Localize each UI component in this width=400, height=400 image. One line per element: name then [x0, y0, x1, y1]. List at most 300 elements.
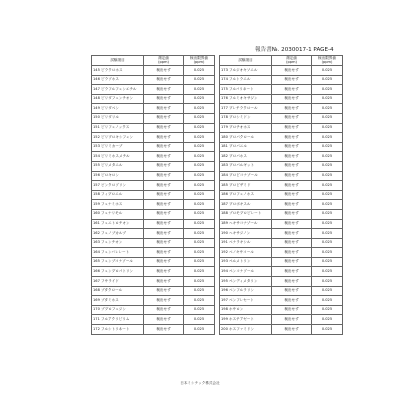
- item-number: 186: [221, 192, 228, 197]
- item-name-cell: [92, 123, 144, 133]
- item-name-cell: [220, 277, 272, 287]
- item-name: プロパホス: [229, 153, 247, 158]
- item-name-cell: [92, 171, 144, 181]
- table-row: [220, 267, 343, 277]
- footer-company: 日本ミシチック株式会社: [180, 381, 220, 385]
- item-number: 158: [93, 192, 100, 197]
- item-name-cell: [92, 85, 144, 95]
- result-cell: 検出せず: [144, 229, 184, 239]
- limit-cell: 0.025: [312, 181, 343, 191]
- result-cell: 検出せず: [144, 238, 184, 248]
- item-name-cell: [220, 305, 272, 315]
- item-name: プロピコナゾール: [229, 173, 258, 178]
- item-name-cell: [220, 200, 272, 210]
- table-row: [220, 142, 343, 152]
- table-row: [220, 123, 343, 133]
- item-name-cell: [92, 325, 144, 335]
- header-result-label: 測定値: [158, 55, 169, 60]
- header-item-label: 試験項目: [110, 57, 125, 62]
- item-number: 180: [221, 134, 228, 139]
- item-name: ピリダリル: [101, 115, 119, 120]
- item-name-cell: [92, 133, 144, 143]
- item-name: ピラフルフェンエチル: [101, 86, 137, 91]
- item-name: フルシトリネート: [101, 326, 130, 331]
- table-row: [220, 104, 343, 114]
- result-cell: 検出せず: [272, 161, 312, 171]
- table-row: [92, 181, 215, 191]
- result-cell: 検出せず: [144, 325, 184, 335]
- limit-cell: 0.025: [184, 200, 215, 210]
- result-cell: 検出せず: [272, 85, 312, 95]
- item-number: 149: [93, 105, 100, 110]
- item-name-cell: [220, 171, 272, 181]
- result-cell: 検出せず: [272, 267, 312, 277]
- item-name-cell: [92, 257, 144, 267]
- result-cell: 検出せず: [272, 248, 312, 258]
- result-cell: 検出せず: [144, 248, 184, 258]
- limit-cell: 0.025: [312, 286, 343, 296]
- limit-cell: 0.025: [184, 123, 215, 133]
- item-number: 164: [93, 249, 100, 254]
- table-row: [92, 209, 215, 219]
- item-name-cell: [92, 305, 144, 315]
- item-name: ピリミホスメチル: [101, 153, 130, 158]
- result-cell: 検出せず: [144, 209, 184, 219]
- result-cell: 検出せず: [144, 66, 184, 76]
- limit-cell: 0.025: [184, 171, 215, 181]
- limit-cell: 0.025: [312, 133, 343, 143]
- result-cell: 検出せず: [272, 296, 312, 306]
- item-name: プロピザミド: [229, 182, 251, 187]
- item-name-cell: [92, 104, 144, 114]
- item-name: ピリダベン: [101, 105, 119, 110]
- item-name-cell: [92, 161, 144, 171]
- result-cell: 検出せず: [272, 142, 312, 152]
- table-row: [92, 238, 215, 248]
- table-row: [220, 66, 343, 76]
- item-number: 198: [221, 307, 228, 312]
- header-result-label: 測定値: [286, 55, 297, 60]
- item-number: 182: [221, 153, 228, 158]
- item-number: 188: [221, 211, 228, 216]
- item-name-cell: [220, 181, 272, 191]
- header-result: [144, 56, 184, 66]
- item-name: プロパニル: [229, 144, 247, 149]
- table-row: [220, 181, 343, 191]
- table-row: [220, 315, 343, 325]
- table-row: [92, 94, 215, 104]
- limit-cell: 0.025: [184, 85, 215, 95]
- item-name: ペルメトリン: [229, 259, 251, 264]
- item-name: ブタミホス: [101, 297, 119, 302]
- limit-cell: 0.025: [312, 209, 343, 219]
- item-number: 189: [221, 221, 228, 225]
- item-number: 151: [93, 125, 100, 130]
- left-results-table: [91, 55, 215, 335]
- result-cell: 検出せず: [144, 257, 184, 267]
- item-number: 175: [221, 86, 228, 91]
- result-cell: 検出せず: [272, 190, 312, 200]
- header-item-label: 試験項目: [238, 57, 253, 62]
- limit-cell: 0.025: [312, 229, 343, 239]
- table-row: [220, 152, 343, 162]
- limit-cell: 0.025: [312, 277, 343, 287]
- item-name: プロフェノホス: [229, 192, 255, 197]
- item-number: 193: [221, 259, 228, 264]
- item-name: ホスチアゼート: [229, 316, 254, 321]
- report-number: 報告書№. 2030017-1 PAGE-4: [255, 47, 334, 53]
- result-cell: 検出せず: [272, 229, 312, 239]
- item-number: 162: [93, 230, 100, 235]
- item-number: 196: [221, 288, 228, 293]
- limit-cell: 0.025: [312, 113, 343, 123]
- header-limit-unit: (ppm): [321, 59, 333, 64]
- limit-cell: 0.025: [184, 296, 215, 306]
- item-name-cell: [92, 248, 144, 258]
- limit-cell: 0.025: [312, 161, 343, 171]
- item-name: フェナリモル: [101, 211, 123, 216]
- limit-cell: 0.025: [184, 315, 215, 325]
- item-name: フェンチオン: [101, 240, 123, 245]
- item-number: 146: [93, 77, 100, 82]
- table-row: [92, 104, 215, 114]
- table-row: [92, 229, 215, 239]
- table-row: [220, 171, 343, 181]
- item-name-cell: [92, 219, 144, 229]
- table-row: [92, 286, 215, 296]
- result-cell: 検出せず: [144, 315, 184, 325]
- item-name-cell: [220, 142, 272, 152]
- item-name-cell: [220, 190, 272, 200]
- header-item: [92, 56, 144, 66]
- item-number: 171: [93, 316, 100, 321]
- item-name-cell: [92, 113, 144, 123]
- table-row: [92, 75, 215, 85]
- item-name: ピリミカーブ: [101, 144, 123, 149]
- table-row: [92, 142, 215, 152]
- item-name-cell: [220, 267, 272, 277]
- table-row: [220, 229, 343, 239]
- header-item: [220, 56, 272, 66]
- result-cell: 検出せず: [272, 286, 312, 296]
- item-number: 191: [221, 240, 228, 245]
- item-name-cell: [220, 66, 272, 76]
- item-number: 147: [93, 86, 100, 91]
- result-cell: 検出せず: [144, 277, 184, 287]
- limit-cell: 0.025: [312, 200, 343, 210]
- table-row: [92, 200, 215, 210]
- item-number: 173: [221, 67, 228, 72]
- limit-cell: 0.025: [312, 248, 343, 258]
- item-name: ヘキサコナゾール: [229, 221, 258, 225]
- item-number: 184: [221, 173, 228, 178]
- result-cell: 検出せず: [272, 219, 312, 229]
- table-row: [92, 171, 215, 181]
- item-name: ホスファミドン: [229, 326, 255, 331]
- item-name-cell: [92, 296, 144, 306]
- item-name-cell: [220, 113, 272, 123]
- item-name: フルジオキソニル: [229, 67, 258, 72]
- table-row: [220, 94, 343, 104]
- item-name: ピリプロキシフェン: [101, 134, 134, 139]
- table-row: [220, 190, 343, 200]
- item-number: 170: [93, 307, 100, 312]
- limit-cell: 0.025: [312, 171, 343, 181]
- limit-cell: 0.025: [184, 190, 215, 200]
- item-number: 195: [221, 278, 228, 283]
- table-row: [92, 123, 215, 133]
- table-row: [220, 113, 343, 123]
- item-name: フェンバレレート: [101, 249, 130, 254]
- item-name: フサライド: [101, 278, 119, 283]
- item-number: 159: [93, 201, 100, 206]
- item-name: ピリフェノックス: [101, 125, 130, 130]
- item-name-cell: [220, 229, 272, 239]
- table-row: [92, 305, 215, 315]
- item-number: 167: [93, 278, 100, 283]
- item-number: 157: [93, 182, 100, 187]
- table-row: [220, 238, 343, 248]
- item-name: ピラゾホス: [101, 77, 119, 82]
- limit-cell: 0.025: [184, 94, 215, 104]
- limit-cell: 0.025: [312, 238, 343, 248]
- item-name: フェナミホス: [101, 201, 123, 206]
- item-name-cell: [220, 325, 272, 335]
- limit-cell: 0.025: [312, 75, 343, 85]
- table-row: [92, 85, 215, 95]
- limit-cell: 0.025: [312, 305, 343, 315]
- limit-cell: 0.025: [312, 190, 343, 200]
- item-number: 156: [93, 173, 100, 178]
- item-name-cell: [92, 142, 144, 152]
- item-name: フルトラニル: [229, 77, 251, 82]
- item-name-cell: [92, 190, 144, 200]
- item-name-cell: [92, 75, 144, 85]
- item-name-cell: [220, 248, 272, 258]
- result-cell: 検出せず: [272, 133, 312, 143]
- table-row: [92, 161, 215, 171]
- result-cell: 検出せず: [144, 219, 184, 229]
- limit-cell: 0.025: [312, 104, 343, 114]
- item-number: 181: [221, 144, 228, 149]
- limit-cell: 0.025: [312, 315, 343, 325]
- table-row: [220, 133, 343, 143]
- limit-cell: 0.025: [184, 229, 215, 239]
- result-cell: 検出せず: [144, 161, 184, 171]
- table-row: [220, 209, 343, 219]
- item-name: ベノキサコール: [229, 249, 254, 254]
- item-number: 197: [221, 297, 228, 302]
- limit-cell: 0.025: [184, 133, 215, 143]
- table-row: [92, 296, 215, 306]
- result-cell: 検出せず: [272, 200, 312, 210]
- result-cell: 検出せず: [272, 94, 312, 104]
- item-name-cell: [220, 133, 272, 143]
- result-cell: 検出せず: [144, 85, 184, 95]
- limit-cell: 0.025: [312, 142, 343, 152]
- result-cell: 検出せず: [144, 123, 184, 133]
- item-name: ブタクロール: [101, 288, 123, 293]
- item-name-cell: [220, 296, 272, 306]
- item-name-cell: [92, 152, 144, 162]
- limit-cell: 0.025: [312, 219, 343, 229]
- item-number: 148: [93, 96, 100, 101]
- limit-cell: 0.025: [184, 161, 215, 171]
- item-name: ブプロフェジン: [101, 307, 126, 312]
- item-number: 163: [93, 240, 100, 245]
- table-row: [220, 219, 343, 229]
- item-name-cell: [220, 104, 272, 114]
- item-name: ベナラキシル: [229, 240, 251, 245]
- item-name: プロパクロール: [229, 134, 255, 139]
- item-name-cell: [220, 238, 272, 248]
- item-name: フルアクリピリム: [101, 316, 130, 321]
- header-limit-label: 検出限界値: [190, 55, 208, 60]
- limit-cell: 0.025: [184, 152, 215, 162]
- table-row: [92, 219, 215, 229]
- result-cell: 検出せず: [272, 325, 312, 335]
- item-name: ピラクロホス: [101, 67, 123, 72]
- header-limit: [184, 56, 215, 66]
- item-number: 183: [221, 163, 228, 168]
- result-cell: 検出せず: [272, 238, 312, 248]
- table-row: [220, 277, 343, 287]
- table-row: [92, 113, 215, 123]
- limit-cell: 0.025: [184, 238, 215, 248]
- table-row: [92, 190, 215, 200]
- item-name-cell: [92, 209, 144, 219]
- limit-cell: 0.025: [184, 142, 215, 152]
- item-name-cell: [92, 267, 144, 277]
- limit-cell: 0.025: [184, 104, 215, 114]
- item-name-cell: [92, 238, 144, 248]
- item-number: 172: [93, 326, 100, 331]
- item-name: フルミオキサジン: [229, 96, 258, 101]
- item-number: 190: [221, 230, 228, 235]
- item-name-cell: [92, 181, 144, 191]
- result-cell: 検出せず: [272, 257, 312, 267]
- item-number: 194: [221, 268, 228, 273]
- item-name-cell: [220, 209, 272, 219]
- result-cell: 検出せず: [272, 123, 312, 133]
- result-cell: 検出せず: [272, 75, 312, 85]
- item-name-cell: [220, 161, 272, 171]
- table-row: [220, 161, 343, 171]
- table-row: [92, 133, 215, 143]
- results-tables: [91, 55, 343, 335]
- limit-cell: 0.025: [312, 152, 343, 162]
- item-number: 185: [221, 182, 228, 187]
- result-cell: 検出せず: [272, 315, 312, 325]
- item-number: 187: [221, 201, 228, 206]
- table-row: [92, 152, 215, 162]
- table-row: [220, 286, 343, 296]
- limit-cell: 0.025: [184, 75, 215, 85]
- limit-cell: 0.025: [312, 66, 343, 76]
- item-name-cell: [220, 94, 272, 104]
- item-name-cell: [92, 277, 144, 287]
- result-cell: 検出せず: [144, 113, 184, 123]
- item-name-cell: [220, 286, 272, 296]
- result-cell: 検出せず: [144, 286, 184, 296]
- item-name: ホサロン: [229, 307, 244, 312]
- table-row: [92, 277, 215, 287]
- table-row: [220, 200, 343, 210]
- item-number: 174: [221, 77, 228, 82]
- table-row: [92, 257, 215, 267]
- table-row: [92, 325, 215, 335]
- limit-cell: 0.025: [184, 286, 215, 296]
- table-row: [92, 315, 215, 325]
- item-name: フェノブカルブ: [101, 230, 127, 235]
- item-name-cell: [220, 75, 272, 85]
- item-number: 177: [221, 105, 228, 110]
- item-number: 169: [93, 297, 100, 302]
- table-row: [220, 325, 343, 335]
- limit-cell: 0.025: [312, 296, 343, 306]
- item-name: ピロキロン: [101, 173, 119, 178]
- item-number: 176: [221, 96, 228, 101]
- result-cell: 検出せず: [272, 152, 312, 162]
- limit-cell: 0.025: [312, 325, 343, 335]
- item-name-cell: [92, 286, 144, 296]
- limit-cell: 0.025: [184, 325, 215, 335]
- table-header-row: [220, 56, 343, 66]
- item-name-cell: [220, 219, 272, 229]
- item-number: 150: [93, 115, 100, 120]
- right-results-table: [219, 55, 343, 335]
- result-cell: 検出せず: [272, 66, 312, 76]
- table-row: [220, 305, 343, 315]
- item-name: ピリダフェンチオン: [101, 96, 134, 101]
- item-number: 145: [93, 67, 100, 72]
- item-name: フェニトロチオン: [101, 221, 130, 225]
- item-name-cell: [220, 257, 272, 267]
- result-cell: 検出せず: [144, 133, 184, 143]
- item-number: 154: [93, 153, 100, 158]
- item-number: 199: [221, 316, 228, 321]
- result-cell: 検出せず: [272, 209, 312, 219]
- item-name-cell: [92, 200, 144, 210]
- item-number: 178: [221, 115, 228, 120]
- table-header-row: [92, 56, 215, 66]
- item-number: 155: [93, 163, 100, 168]
- header-limit-label: 検出限界値: [318, 55, 336, 60]
- header-result-unit: (ppm): [158, 59, 169, 64]
- result-cell: 検出せず: [272, 104, 312, 114]
- result-cell: 検出せず: [272, 277, 312, 287]
- item-name: プレチラクロール: [229, 105, 258, 110]
- item-number: 200: [221, 326, 228, 331]
- table-row: [92, 66, 215, 76]
- table-row: [220, 85, 343, 95]
- header-result: [272, 56, 312, 66]
- item-name: ピリメタニル: [101, 163, 123, 168]
- item-name: ベンフレセート: [229, 297, 254, 302]
- result-cell: 検出せず: [144, 171, 184, 181]
- item-name-cell: [92, 315, 144, 325]
- limit-cell: 0.025: [184, 257, 215, 267]
- item-number: 166: [93, 268, 100, 273]
- item-name: プロチオホス: [229, 125, 251, 130]
- result-cell: 検出せず: [272, 113, 312, 123]
- limit-cell: 0.025: [184, 248, 215, 258]
- result-cell: 検出せず: [144, 94, 184, 104]
- item-number: 179: [221, 125, 228, 130]
- item-number: 160: [93, 211, 100, 216]
- table-row: [220, 248, 343, 258]
- table-row: [220, 296, 343, 306]
